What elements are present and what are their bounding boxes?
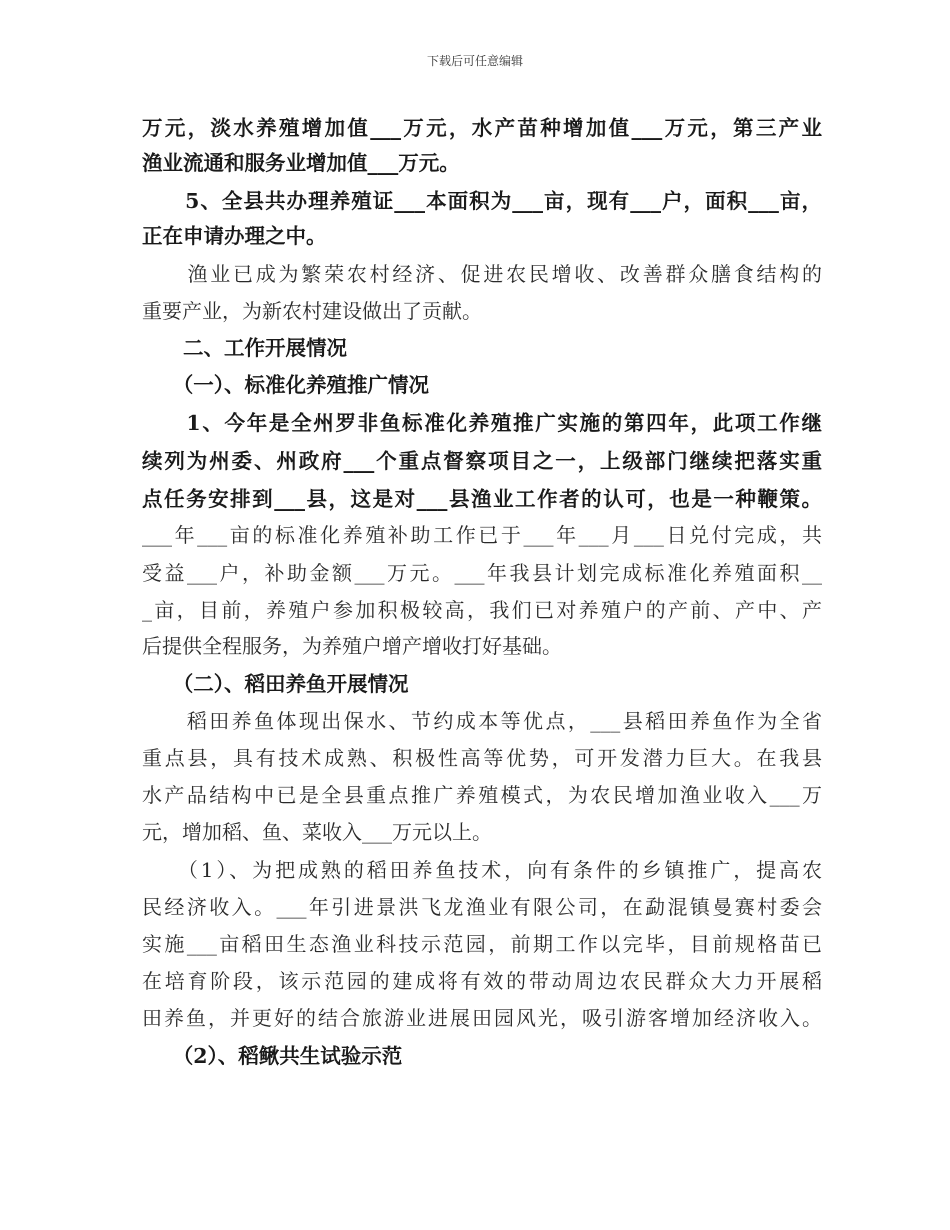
text-line: 渔业已成为繁荣农村经济、促进农民增收、改善群众膳食结构的 [142, 262, 822, 286]
text-line: 田养鱼，并更好的结合旅游业进展田园风光，吸引游客增加经济收入。 [142, 1006, 822, 1030]
text-line: 万元，淡水养殖增加值___万元，水产苗种增加值___万元，第三产业 [142, 116, 822, 140]
text-line: 稻田养鱼体现出保水、节约成本等优点，___县稻田养鱼作为全省 [142, 709, 822, 733]
text-line: 在培育阶段，该示范园的建成将有效的带动周边农民群众大力开展稻 [142, 969, 822, 993]
text-line: 1、今年是全州罗非鱼标准化养殖推广实施的第四年，此项工作继 [142, 411, 822, 435]
text-line: 受益___户，补助金额___万元。___年我县计划完成标准化养殖面积__ [142, 561, 822, 585]
text-line: 续列为州委、州政府___个重点督察项目之一，上级部门继续把落实重 [142, 449, 822, 473]
text-line: 点任务安排到___县，这是对___县渔业工作者的认可，也是一种鞭策。 [142, 487, 822, 511]
text-line: 重要产业，为新农村建设做出了贡献。 [142, 299, 482, 323]
text-line: 元，增加稻、鱼、菜收入___万元以上。 [142, 820, 492, 844]
text-line: 渔业流通和服务业增加值___万元。 [142, 151, 460, 175]
subsection-heading: （2）、稻鳅共生试验示范 [142, 1044, 403, 1068]
text-line: _亩，目前，养殖户参加积极较高，我们已对养殖户的产前、产中、产 [142, 598, 822, 622]
section-heading: 二、工作开展情况 [142, 336, 347, 360]
text-line: ___年___亩的标准化养殖补助工作已于___年___月___日兑付完成，共 [142, 523, 822, 547]
text-line: 民经济收入。___年引进景洪飞龙渔业有限公司，在勐混镇曼赛村委会 [142, 895, 822, 919]
subsection-heading: （二）、稻田养鱼开展情况 [142, 672, 409, 696]
text-line: 重点县，具有技术成熟、积极性高等优势，可开发潜力巨大。在我县 [142, 746, 822, 770]
text-line: 后提供全程服务，为养殖户增产增收打好基础。 [142, 634, 562, 658]
text-line: 正在申请办理之中。 [142, 224, 327, 248]
text-line: （1）、为把成熟的稻田养鱼技术，向有条件的乡镇推广，提高农 [142, 858, 822, 882]
text-line: 5、全县共办理养殖证___本面积为___亩，现有___户，面积___亩， [142, 189, 822, 213]
subsection-heading: （一）、标准化养殖推广情况 [142, 373, 429, 397]
text-line: 实施___亩稻田生态渔业科技示范园，前期工作以完毕，目前规格苗已 [142, 932, 822, 956]
page-header: 下载后可任意编辑 [426, 54, 523, 68]
text-line: 水产品结构中已是全县重点推广养殖模式，为农民增加渔业收入___万 [142, 783, 822, 807]
